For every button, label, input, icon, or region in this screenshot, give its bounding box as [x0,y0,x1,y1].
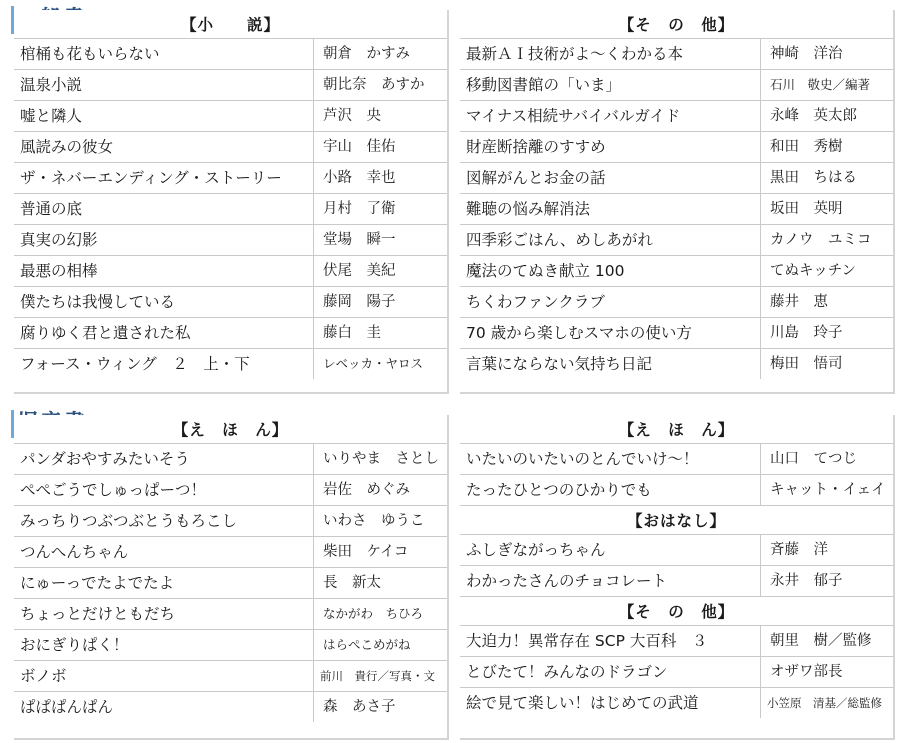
book-row [14,163,447,194]
book-author: 小路 幸也 [323,170,396,186]
book-author: 月村 了衛 [323,201,396,217]
book-title: わかったさんのチョコレート [460,566,761,596]
book-row [460,535,893,566]
book-title: 棺桶も花もいらない [14,39,314,69]
book-author: 藤岡 陽子 [323,294,396,310]
book-title: つんへんちゃん [14,537,314,567]
book-title: 言葉にならない気持ち日記 [460,349,761,379]
book-title: とびたて！みんなのドラゴン [460,657,761,687]
book-title: 大迫力！異常存在 SCP 大百科 ３ [460,626,761,656]
book-author: 柴田 ケイコ [323,544,409,560]
book-title: フォース・ウィング ２ 上・下 [14,349,314,379]
book-title: 移動図書館の「いま」 [460,70,761,100]
book-title: たったひとつのひかりでも [460,475,761,505]
book-list-other [460,38,893,379]
book-row [14,599,447,630]
book-author: キャット・イェイ [770,482,886,498]
book-author: 和田 秀樹 [770,139,843,155]
book-list-stories [460,534,893,596]
section-heading-other: 【そ の 他】 [618,16,735,34]
book-title: ちくわファンクラブ [460,287,761,317]
book-author: 宇山 佳佑 [323,139,396,155]
book-title: 図解がんとお金の話 [460,163,761,193]
panel-general-other [460,10,895,394]
book-author: いわさ ゆうこ [323,513,425,529]
book-row [460,566,893,596]
book-row [14,349,447,379]
book-row [460,475,893,505]
book-row [14,537,447,568]
book-row [14,692,447,722]
section-heading-novels: 【小 説】 [180,16,280,34]
book-author: 長 新太 [323,575,381,591]
book-title: ぱぱぱんぱん [14,692,314,722]
book-author: 堂場 瞬一 [323,232,396,248]
book-row [460,626,893,657]
book-row [14,661,447,692]
book-title: マイナス相続サバイバルガイド [460,101,761,131]
book-author: いりやま さとし [323,451,439,467]
book-row [460,163,893,194]
section-heading-other-children: 【そ の 他】 [460,596,893,625]
book-title: いたいのいたいのとんでいけ〜！ [460,444,761,474]
book-row [460,349,893,379]
book-title: 絵で見て楽しい！はじめての武道 [460,688,761,718]
book-row [460,39,893,70]
book-author: 藤白 圭 [323,325,381,341]
book-row [14,101,447,132]
book-author: 山口 てつじ [770,451,857,467]
book-list-picture-books [14,443,447,722]
book-title: 魔法のてぬき献立 100 [460,256,761,286]
panel-children-picture-books [14,415,449,740]
book-author: はらぺこめがね [323,637,411,652]
book-author: 前川 貴行／写真・文 [320,669,435,683]
book-author: 神崎 洋治 [770,46,843,62]
book-author: 朝里 樹／監修 [770,633,872,649]
book-author: 坂田 英明 [770,201,843,217]
book-title: ちょっとだけともだち [14,599,314,629]
book-row [460,101,893,132]
book-row [14,287,447,318]
book-row [14,568,447,599]
book-author: 黒田 ちはる [770,170,857,186]
book-title: パンダおやすみたいそう [14,444,314,474]
book-title: 難聴の悩み解消法 [460,194,761,224]
book-author: なかがわ ちひろ [323,606,424,621]
book-title: ボノボ [14,661,314,691]
book-row [14,475,447,506]
book-title: 最新ＡＩ技術がよ〜くわかる本 [460,39,761,69]
book-author: 石川 敬史／編著 [770,77,871,92]
book-author: 永井 郁子 [770,573,843,589]
book-row [14,225,447,256]
book-title: 四季彩ごはん、めしあがれ [460,225,761,255]
book-row [14,506,447,537]
book-author: 小笠原 清基／総監修 [767,696,882,710]
book-row [460,444,893,475]
book-author: 斉藤 洋 [770,542,828,558]
book-row [460,132,893,163]
book-row [14,444,447,475]
book-list-novels [14,38,447,379]
section-heading-stories: 【おはなし】 [460,505,893,534]
book-title: 財産断捨離のすすめ [460,132,761,162]
section-heading-picture-books: 【え ほ ん】 [172,421,289,439]
book-row [14,630,447,661]
book-row [460,287,893,318]
book-row [14,132,447,163]
panel-general-novels [14,10,449,394]
book-title: 腐りゆく君と遺された私 [14,318,314,348]
book-author: 永峰 英太郎 [770,108,857,124]
book-title: おにぎりぱく！ [14,630,314,660]
book-row [460,256,893,287]
book-row [14,256,447,287]
book-title: 僕たちは我慢している [14,287,314,317]
book-author: 森 あさ子 [323,699,396,715]
book-author: 朝比奈 あすか [323,77,425,93]
book-author: 藤井 恵 [770,294,828,310]
book-row [14,39,447,70]
book-row [14,70,447,101]
book-author: オザワ部長 [770,664,843,680]
book-author: レベッカ・ヤロス [323,356,424,371]
book-author: てぬキッチン [770,263,856,279]
book-row [460,225,893,256]
book-author: 朝倉 かすみ [323,46,410,62]
book-title: ザ・ネバーエンディング・ストーリー [14,163,314,193]
book-author: 岩佐 めぐみ [323,482,410,498]
book-row [14,194,447,225]
book-row [14,318,447,349]
panel-children-mixed [460,415,895,740]
book-title: 普通の底 [14,194,314,224]
book-author: 川島 玲子 [770,325,843,341]
book-title: 70 歳から楽しむスマホの使い方 [460,318,761,348]
book-row [460,194,893,225]
book-row [460,688,893,718]
book-author: 芦沢 央 [323,108,381,124]
book-title: みっちりつぶつぶとうもろこし [14,506,314,536]
book-list-other-children [460,625,893,718]
book-title: 風読みの彼女 [14,132,314,162]
book-author: 伏尾 美紀 [323,263,396,279]
book-title: 嘘と隣人 [14,101,314,131]
book-row [460,70,893,101]
book-title: 真実の幻影 [14,225,314,255]
book-title: 最悪の相棒 [14,256,314,286]
book-title: 温泉小説 [14,70,314,100]
book-title: ふしぎながっちゃん [460,535,761,565]
book-row [460,318,893,349]
book-author: カノウ ユミコ [770,232,872,248]
section-heading-picture-books-2: 【え ほ ん】 [618,421,735,439]
book-author: 梅田 悟司 [770,356,843,372]
book-row [460,657,893,688]
book-title: ぺぺごうでしゅっぱーつ！ [14,475,314,505]
book-list-picture-books-2 [460,443,893,505]
book-title: にゅーっでたよでたよ [14,568,314,598]
